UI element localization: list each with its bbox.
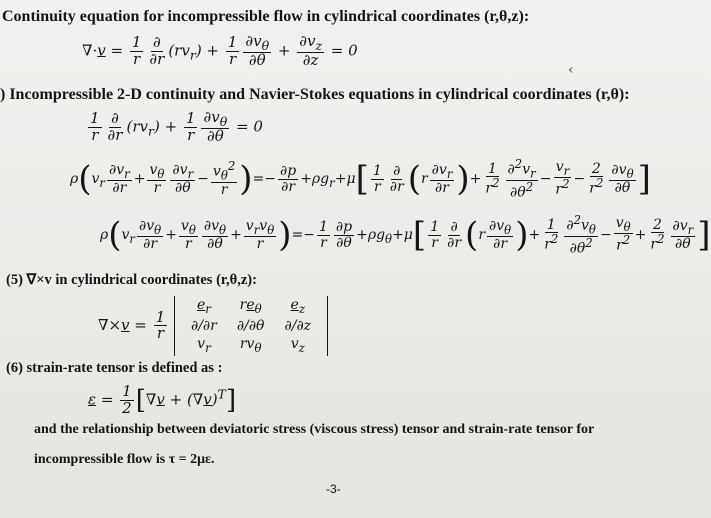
heading-curl: (5) ∇×v in cylindrical coordinates (r,θ,z):	[6, 272, 257, 288]
note-line-2: incompressible flow is τ = 2με.	[34, 452, 215, 467]
equation-continuity-3d: ∇·v = $\frac{1}{r}$ $\frac{\partial}{\partial r}$ $(rv_r)$ + $\frac{1}{r}$ $\frac{\partial v_\theta}{\partial\theta}$ + $\frac{\partial v_z}{\partial z}$ = 0	[82, 32, 358, 70]
equation-navier-stokes-theta: $\rho(v_r$ $\frac{\partial v_\theta}{\partial r}$ + $\frac{v_\theta}{r}$ $\frac{\partial v_\theta}{\partial\theta}$ + $\frac{v_rv_\theta}{r}$ )=− $\frac{1}{r}$ $\frac{\partial p}{\partial\theta}$ $+\rho g_\theta+\mu$[ $\frac{1}{r}$ $\frac{\partial}{\partial r}$ (r $\frac{\partial v_\theta}{\partial r}$ )+ $\frac{1}{r^2}$ $\frac{\partial^2v_\theta}{\partial\theta^2}$ − $\frac{v_\theta}{r^2}$ + $\frac{2}{r^2}$ $\frac{\partial v_r}{\partial\theta}$ ]	[100, 213, 711, 257]
heading-2d-navier-stokes: ) Incompressible 2-D continuity and Navier-Stokes equations in cylindrical coordinates (r,θ):	[0, 86, 630, 103]
heading-strain-rate: (6) strain-rate tensor is defined as :	[6, 360, 223, 376]
curl-determinant: $e_r$ $re_\theta$ $e_z$ ∂/∂r ∂/∂θ ∂/∂z $v_r$ $rv_\theta$ $v_z$	[174, 296, 328, 356]
note-line-1: and the relationship between deviatoric stress (viscous stress) tensor and strain-rate tensor for	[34, 422, 595, 437]
equation-strain-rate: ε = $\frac{1}{2}$ $[\nabla v + (\nabla v)^T]$	[88, 382, 237, 417]
page-number: -3-	[326, 482, 341, 496]
equation-continuity-2d: $\frac{1}{r}$ $\frac{\partial}{\partial r}$ $(rv_r)$ + $\frac{1}{r}$ $\frac{\partial v_\theta}{\partial\theta}$ = 0	[90, 108, 263, 146]
heading-continuity-3d: Continuity equation for incompressible flow in cylindrical coordinates (r,θ,z):	[2, 8, 530, 25]
equation-navier-stokes-r: $\rho(v_r$ $\frac{\partial v_r}{\partial r}$ + $\frac{v_\theta}{r}$ $\frac{\partial v_r}{\partial\theta}$ − $\frac{v_\theta^2}{r}$ )=− $\frac{\partial p}{\partial r}$ $+\rho g_r+\mu$[ $\frac{1}{r}$ $\frac{\partial}{\partial r}$ (r $\frac{\partial v_r}{\partial r}$ )+ $\frac{1}{r^2}$ $\frac{\partial^2v_r}{\partial\theta^2}$ − $\frac{v_r}{r^2}$ − $\frac{2}{r^2}$ $\frac{\partial v_\theta}{\partial\theta}$ ]	[70, 157, 651, 201]
equation-curl: ∇×v = $\frac{1}{r}$ $e_r$ $re_\theta$ $e_z$ ∂/∂r ∂/∂θ ∂/∂z $v_r$ $rv_\theta$ $v_z$	[98, 296, 328, 356]
stray-mark: ‹	[568, 62, 574, 78]
